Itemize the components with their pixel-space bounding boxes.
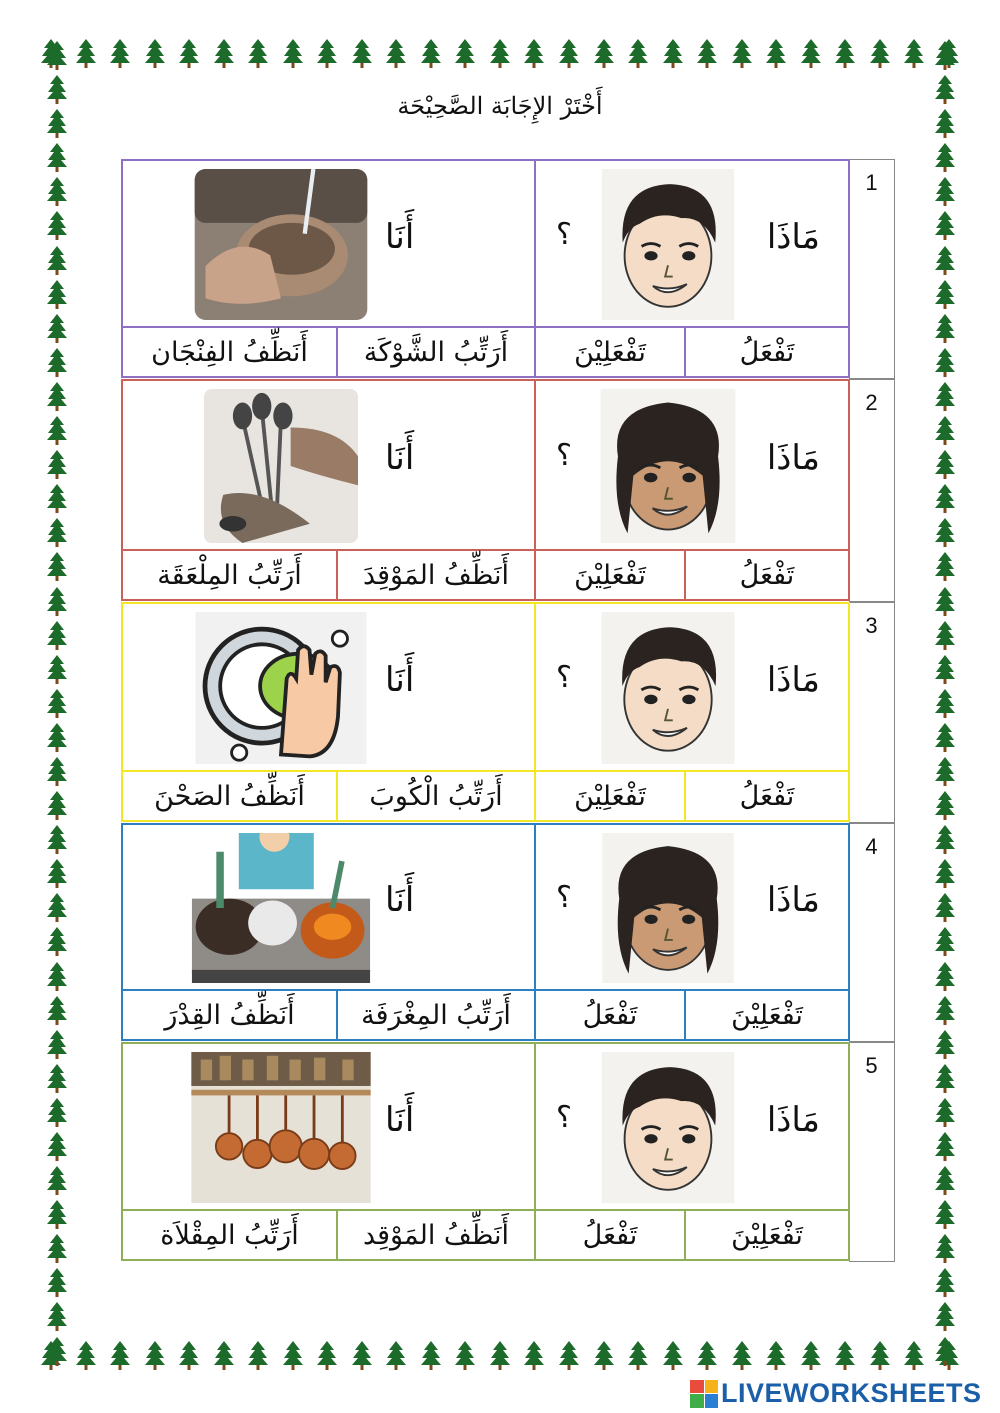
tree-icon bbox=[934, 858, 956, 892]
tree-icon bbox=[385, 1340, 407, 1370]
tree-icon bbox=[731, 38, 753, 68]
tree-icon bbox=[46, 40, 68, 74]
tree-icon bbox=[46, 892, 68, 926]
tree-icon bbox=[46, 1233, 68, 1267]
liveworksheets-watermark bbox=[690, 1378, 982, 1409]
tree-border-bottom bbox=[40, 1340, 960, 1370]
tree-icon bbox=[834, 38, 856, 68]
tree-icon bbox=[46, 142, 68, 176]
tree-icon bbox=[934, 347, 956, 381]
tree-icon bbox=[934, 279, 956, 313]
question-word: مَاذَا bbox=[766, 216, 820, 257]
tree-icon bbox=[351, 1340, 373, 1370]
noun-option[interactable]: أَرَتِّبُ الْكُوبَ bbox=[336, 770, 536, 822]
row-number: 1 bbox=[849, 159, 895, 379]
question-word: مَاذَا bbox=[766, 1099, 820, 1140]
answer-word: أَنَا bbox=[385, 660, 415, 700]
tree-icon bbox=[934, 1097, 956, 1131]
tree-icon bbox=[934, 483, 956, 517]
tree-icon bbox=[454, 38, 476, 68]
tree-icon bbox=[934, 1199, 956, 1233]
tree-icon bbox=[934, 1165, 956, 1199]
tree-icon bbox=[46, 756, 68, 790]
tree-icon bbox=[46, 551, 68, 585]
noun-option[interactable]: أَرَتِّبُ المِقْلاَة bbox=[121, 1209, 338, 1261]
copper-pans-image bbox=[189, 1052, 373, 1203]
tree-icon bbox=[934, 756, 956, 790]
tree-icon bbox=[46, 961, 68, 995]
tree-icon bbox=[934, 586, 956, 620]
tree-icon bbox=[765, 38, 787, 68]
tree-icon bbox=[46, 1165, 68, 1199]
question-word: مَاذَا bbox=[766, 880, 820, 920]
tree-icon bbox=[420, 38, 442, 68]
spoons-image bbox=[189, 389, 373, 543]
tree-icon bbox=[523, 38, 545, 68]
tree-icon bbox=[934, 517, 956, 551]
tree-icon bbox=[316, 38, 338, 68]
tree-icon bbox=[46, 858, 68, 892]
tree-icon bbox=[800, 38, 822, 68]
worksheet-title: أَخْتَرْ الإِجَابَة الصَّحِيْحَة bbox=[397, 92, 603, 120]
row-number: 4 bbox=[849, 823, 895, 1042]
question-row bbox=[121, 1042, 895, 1262]
tree-icon bbox=[46, 1301, 68, 1335]
tree-icon bbox=[46, 1267, 68, 1301]
tree-icon bbox=[46, 415, 68, 449]
tree-icon bbox=[869, 1340, 891, 1370]
tree-icon bbox=[934, 551, 956, 585]
tree-icon bbox=[46, 995, 68, 1029]
tree-icon bbox=[800, 1340, 822, 1370]
tree-icon bbox=[385, 38, 407, 68]
tree-icon bbox=[834, 1340, 856, 1370]
tree-icon bbox=[46, 586, 68, 620]
tree-icon bbox=[489, 1340, 511, 1370]
question-row bbox=[121, 379, 895, 602]
tree-icon bbox=[46, 926, 68, 960]
question-cell bbox=[534, 823, 850, 991]
boy-face-image bbox=[592, 1052, 744, 1203]
tree-icon bbox=[662, 1340, 684, 1370]
tree-icon bbox=[46, 176, 68, 210]
tree-icon bbox=[934, 1336, 956, 1370]
tree-icon bbox=[558, 1340, 580, 1370]
verb-option[interactable]: تَفْعَلُ bbox=[684, 326, 850, 378]
tree-icon bbox=[627, 38, 649, 68]
tree-icon bbox=[934, 722, 956, 756]
tree-icon bbox=[46, 381, 68, 415]
verb-option[interactable]: تَفْعَلِيْنَ bbox=[534, 770, 686, 822]
question-word: مَاذَا bbox=[766, 660, 820, 700]
noun-option[interactable]: أَرَتِّبُ الشَّوْكَة bbox=[336, 326, 536, 378]
tree-icon bbox=[46, 620, 68, 654]
tree-icon bbox=[420, 1340, 442, 1370]
verb-option[interactable]: تَفْعَلُ bbox=[534, 989, 686, 1041]
tree-icon bbox=[934, 142, 956, 176]
tree-border-right bbox=[930, 40, 960, 1370]
watermark-text: LIVEWORKSHEETS bbox=[721, 1378, 982, 1408]
tree-icon bbox=[934, 1063, 956, 1097]
tree-icon bbox=[46, 722, 68, 756]
verb-option[interactable]: تَفْعَلِيْنَ bbox=[684, 989, 850, 1041]
tree-icon bbox=[934, 381, 956, 415]
tree-icon bbox=[934, 620, 956, 654]
tree-icon bbox=[46, 1131, 68, 1165]
tree-icon bbox=[934, 1131, 956, 1165]
question-mark: ؟ bbox=[556, 216, 572, 252]
answer-word: أَنَا bbox=[385, 1099, 415, 1140]
answer-cell bbox=[121, 1042, 536, 1211]
liveworksheets-logo-icon bbox=[690, 1380, 718, 1408]
tree-icon bbox=[75, 1340, 97, 1370]
question-cell bbox=[534, 159, 850, 328]
tree-icon bbox=[46, 517, 68, 551]
tree-icon bbox=[558, 38, 580, 68]
tree-icon bbox=[523, 1340, 545, 1370]
tree-icon bbox=[213, 1340, 235, 1370]
row-number: 2 bbox=[849, 379, 895, 602]
question-row bbox=[121, 823, 895, 1042]
tree-icon bbox=[934, 313, 956, 347]
tree-icon bbox=[934, 176, 956, 210]
tree-icon bbox=[903, 38, 925, 68]
answer-cell bbox=[121, 602, 536, 772]
question-mark: ؟ bbox=[556, 1099, 572, 1135]
tree-icon bbox=[46, 790, 68, 824]
tree-icon bbox=[934, 210, 956, 244]
noun-option[interactable]: أَنَظِّفُ المَوْقِد bbox=[336, 1209, 536, 1261]
tree-icon bbox=[351, 38, 373, 68]
answer-cell bbox=[121, 159, 536, 328]
tree-icon bbox=[934, 926, 956, 960]
tree-icon bbox=[46, 279, 68, 313]
tree-icon bbox=[109, 38, 131, 68]
tree-icon bbox=[662, 38, 684, 68]
tree-icon bbox=[627, 1340, 649, 1370]
noun-option[interactable]: أَنَظِّفُ القِدْرَ bbox=[121, 989, 338, 1041]
tree-icon bbox=[869, 38, 891, 68]
tree-icon bbox=[934, 245, 956, 279]
tree-icon bbox=[593, 38, 615, 68]
tree-icon bbox=[247, 1340, 269, 1370]
tree-icon bbox=[934, 995, 956, 1029]
tree-icon bbox=[144, 1340, 166, 1370]
tree-icon bbox=[934, 1233, 956, 1267]
tree-icon bbox=[934, 790, 956, 824]
noun-option[interactable]: أَنَظِّفُ المَوْقِدَ bbox=[336, 549, 536, 601]
tree-icon bbox=[46, 210, 68, 244]
answer-word: أَنَا bbox=[385, 216, 415, 257]
answer-word: أَنَا bbox=[385, 438, 415, 478]
tree-icon bbox=[934, 415, 956, 449]
verb-option[interactable]: تَفْعَلُ bbox=[684, 549, 850, 601]
tree-icon bbox=[489, 38, 511, 68]
tree-icon bbox=[46, 1097, 68, 1131]
tree-icon bbox=[46, 313, 68, 347]
tree-icon bbox=[934, 688, 956, 722]
washing-pots-image bbox=[189, 833, 373, 983]
tree-icon bbox=[46, 1199, 68, 1233]
tree-icon bbox=[46, 449, 68, 483]
tree-icon bbox=[75, 38, 97, 68]
tree-icon bbox=[46, 347, 68, 381]
question-mark: ؟ bbox=[556, 660, 572, 695]
answer-cell bbox=[121, 379, 536, 551]
question-mark: ؟ bbox=[556, 438, 572, 473]
question-cell bbox=[534, 602, 850, 772]
tree-icon bbox=[903, 1340, 925, 1370]
tree-icon bbox=[934, 449, 956, 483]
tree-border-left bbox=[42, 40, 72, 1370]
tree-icon bbox=[282, 38, 304, 68]
tree-icon bbox=[46, 688, 68, 722]
verb-option[interactable]: تَفْعَلُ bbox=[534, 1209, 686, 1261]
tree-icon bbox=[247, 38, 269, 68]
tree-icon bbox=[731, 1340, 753, 1370]
tree-icon bbox=[46, 483, 68, 517]
noun-option[interactable]: أَنَظِّفُ الصَحْنَ bbox=[121, 770, 338, 822]
question-mark: ؟ bbox=[556, 880, 572, 915]
tree-icon bbox=[109, 1340, 131, 1370]
washing-plate-image bbox=[189, 612, 373, 764]
tree-icon bbox=[696, 38, 718, 68]
tree-icon bbox=[178, 38, 200, 68]
question-word: مَاذَا bbox=[766, 438, 820, 478]
tree-icon bbox=[934, 961, 956, 995]
tree-icon bbox=[46, 654, 68, 688]
tree-icon bbox=[144, 38, 166, 68]
verb-option[interactable]: تَفْعَلُ bbox=[684, 770, 850, 822]
tree-icon bbox=[934, 654, 956, 688]
row-number: 5 bbox=[849, 1042, 895, 1262]
girl-face-image bbox=[592, 389, 744, 543]
tree-icon bbox=[593, 1340, 615, 1370]
question-row bbox=[121, 159, 895, 379]
verb-option[interactable]: تَفْعَلِيْنَ bbox=[534, 326, 686, 378]
noun-option[interactable]: أَرَتِّبُ المِلْعَقَة bbox=[121, 549, 338, 601]
tree-icon bbox=[934, 1301, 956, 1335]
boy-face-image bbox=[592, 169, 744, 320]
tree-icon bbox=[178, 1340, 200, 1370]
verb-option[interactable]: تَفْعَلِيْنَ bbox=[684, 1209, 850, 1261]
answer-cell bbox=[121, 823, 536, 991]
tree-icon bbox=[934, 1267, 956, 1301]
tree-icon bbox=[765, 1340, 787, 1370]
boy-face-image bbox=[592, 612, 744, 764]
noun-option[interactable]: أَرَتِّبُ المِغْرَفَة bbox=[336, 989, 536, 1041]
tree-icon bbox=[934, 824, 956, 858]
tree-icon bbox=[213, 38, 235, 68]
tree-icon bbox=[46, 1029, 68, 1063]
noun-option[interactable]: أَنَظِّفُ الفِنْجَان bbox=[121, 326, 338, 378]
washing-bowl-image bbox=[189, 169, 373, 320]
tree-icon bbox=[934, 892, 956, 926]
question-cell bbox=[534, 379, 850, 551]
girl-face-image bbox=[592, 833, 744, 983]
tree-icon bbox=[934, 1029, 956, 1063]
tree-border-top bbox=[40, 38, 960, 68]
question-row bbox=[121, 602, 895, 823]
tree-icon bbox=[696, 1340, 718, 1370]
answer-word: أَنَا bbox=[385, 880, 415, 920]
tree-icon bbox=[46, 1336, 68, 1370]
tree-icon bbox=[46, 824, 68, 858]
question-cell bbox=[534, 1042, 850, 1211]
tree-icon bbox=[282, 1340, 304, 1370]
tree-icon bbox=[454, 1340, 476, 1370]
verb-option[interactable]: تَفْعَلِيْنَ bbox=[534, 549, 686, 601]
tree-icon bbox=[316, 1340, 338, 1370]
tree-icon bbox=[46, 245, 68, 279]
row-number: 3 bbox=[849, 602, 895, 823]
tree-icon bbox=[46, 1063, 68, 1097]
tree-icon bbox=[934, 40, 956, 74]
